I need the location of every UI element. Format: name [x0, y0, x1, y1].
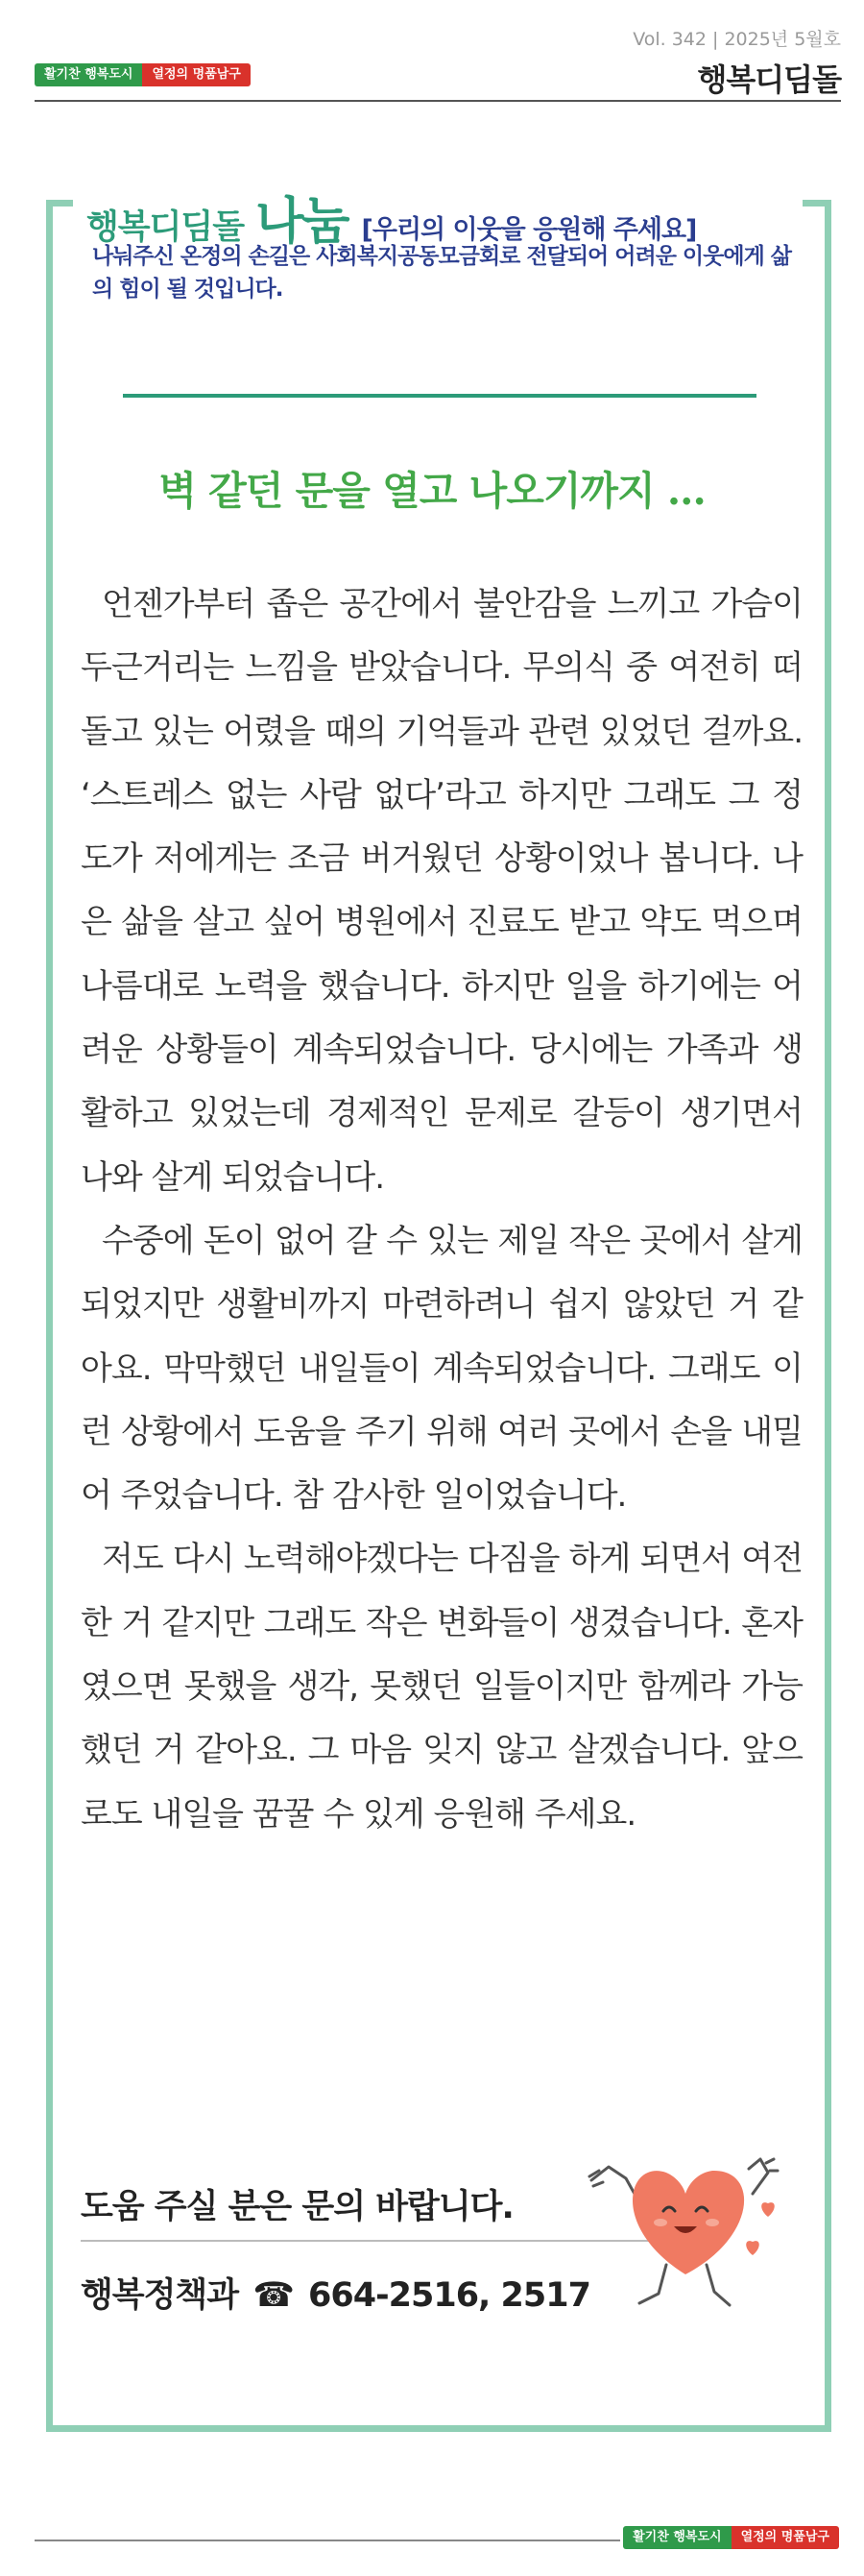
article-body [81, 572, 803, 1846]
contact-info [81, 2269, 590, 2317]
section-title-prefix: 행복디딤돌 [86, 208, 245, 247]
phone-icon: ☎ [252, 2276, 294, 2315]
heart-character-icon [570, 2130, 801, 2322]
frame-top-left [46, 200, 73, 207]
contact-question: 도움 주실 분은 문의 바랍니다. [81, 2188, 514, 2226]
contact-phone: 664-2516, 2517 [308, 2276, 590, 2315]
section-subtitle: 나눠주신 온정의 손길은 사회복지공동모금회로 전달되어 어려운 이웃에게 삶의 힘이 될 것입니다. [92, 244, 792, 302]
section-title-suffix: [우리의 이웃을 응원해 주세요] [361, 215, 697, 245]
page-header [0, 0, 864, 106]
issue-number: Vol. 342 | 2025년 5월호 [633, 29, 841, 50]
paragraph-2: 수중에 돈이 없어 갈 수 있는 제일 작은 곳에서 살게 되었지만 생활비까지 마련하려니 쉽지 않았던 거 같아요. 막막했던 내일들이 계속되었습니다. 그래도 이런 상황에서 도움을 주기 위해 여러 곳에서 손을 내밀어 주었습니다. 참 감사한 일이었습니다. [81, 1221, 803, 1516]
section-title-main: 나눔 [255, 193, 348, 251]
header-badges [35, 63, 251, 86]
section-divider [123, 394, 756, 398]
footer-divider [35, 2540, 620, 2541]
slogan-badge-green: 활기찬 행복도시 [35, 63, 142, 86]
paragraph-3: 저도 다시 노력해야겠다는 다짐을 하게 되면서 여전한 거 같지만 그래도 작은 변화들이 생겼습니다. 혼자였으면 못했을 생각, 못했던 일들이지만 함께라 가능했던 거 같아요. 그 마음 잊지 않고 살겠습니다. 앞으로도 내일을 꿈꿀 수 있게 응원해 주세요. [81, 1540, 803, 1834]
footer-badge-green: 활기찬 행복도시 [623, 2526, 731, 2549]
slogan-badge-red: 열정의 명품남구 [142, 63, 250, 86]
frame-top-right [803, 200, 831, 207]
footer-badges [623, 2526, 839, 2549]
contact-department: 행복정책과 [81, 2276, 239, 2315]
magazine-title: 행복디딤돌 [697, 61, 841, 98]
header-divider [35, 100, 841, 102]
paragraph-1: 언젠가부터 좁은 공간에서 불안감을 느끼고 가슴이 두근거리는 느낌을 받았습니다. 무의식 중 여전히 떠돌고 있는 어렸을 때의 기억들과 관련 있었던 걸까요. ‘스트레스 없는 사람 없다’라고 하지만 그래도 그 정도가 저에게는 조금 버거웠던 상황이었나 봅니다. 나은 삶을 살고 싶어 병원에서 진료도 받고 약도 먹으며 나름대로 노력을 했습니다. 하지만 일을 하기에는 어려운 상황들이 계속되었습니다. 당시에는 가족과 생활하고 있었는데 경제적인 문제로 갈등이 생기면서 나와 살게 되었습니다. [81, 585, 803, 1197]
footer-badge-red: 열정의 명품남구 [732, 2526, 839, 2549]
article-headline: 벽 같던 문을 열고 나오기까지 ... [158, 468, 706, 514]
